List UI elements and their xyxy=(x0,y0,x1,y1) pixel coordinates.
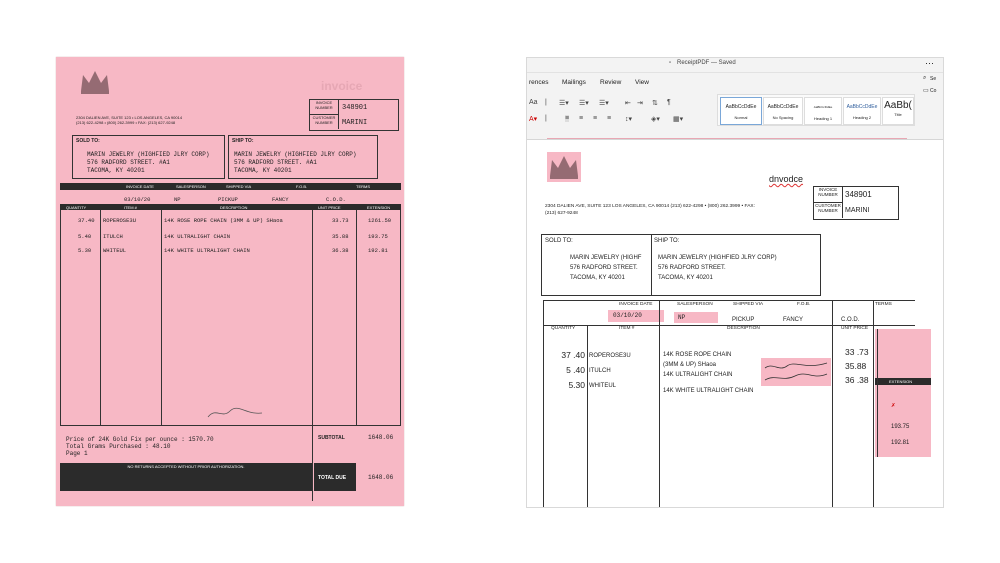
tab-mailings[interactable]: Mailings xyxy=(562,79,586,86)
doc-quantity-column: 37 .40 5 .40 5.30 xyxy=(561,350,585,390)
doc-address-line: 2304 DALIEN AVE, SUITE 123 LOS ANGELES, CA 90014 (213) 622-4298 • (800) 262.3999 • FAX: xyxy=(545,204,755,209)
total-due-value: 1648.06 xyxy=(368,474,394,481)
doc-unit-price-column: 33 .73 35.88 36 .38 xyxy=(845,347,869,385)
doc-item-column: ROPEROSE3U ITULCH WHITEUL xyxy=(589,353,631,389)
doc-sold-to-box: SOLD TO: MARIN JEWELRY (HIGHF 576 RADFORD STREET. TACOMA, KY 40201 xyxy=(541,234,652,296)
style-title[interactable]: AaBb( Title xyxy=(882,97,914,125)
document-title: ReceiptPDF — Saved xyxy=(677,60,736,66)
divider-icon: | xyxy=(545,99,547,106)
shading-icon[interactable]: ◈▾ xyxy=(651,116,660,123)
pasted-date-image: 03/10/20 xyxy=(608,310,664,322)
customer-number: MARINI xyxy=(342,119,368,127)
doc-phone-line: (213) 627-9248 xyxy=(545,211,578,216)
company-address: 2304 DALIEN AVE, SUITE 123 • LOS ANGELES, CA 90014 xyxy=(76,115,183,120)
ribbon: rences Mailings Review View ⌕ Se ▭ Co Aa | ☰▾ ☰▾ ☰▾ ⇤ ⇥ ⇅ ¶ A▾ | ≡ ≡ ≡ ≡ ↕▾ ◈▾ ▦▾ AaBbCcDdEe Normal AaBbCcDdEe No Spacing AaBbCcDdEe Heading 1 AaBbCcDdEe Heading 2 AaBb( Title xyxy=(527,73,943,140)
doc-extension-values: 193.75 192.81 xyxy=(891,424,910,446)
doc-invoice-number-box: INVOICE NUMBER 348901 CUSTOMER NUMBER MARINI xyxy=(813,186,899,220)
change-case-icon[interactable]: Aa xyxy=(529,99,538,106)
pasted-extension-image: EXTENSION ✗ 193.75 192.81 xyxy=(875,329,931,457)
pilcrow-icon[interactable]: ¶ xyxy=(667,99,671,106)
invoice-number-label: INVOICE NUMBER xyxy=(310,100,339,115)
increase-indent-icon[interactable]: ⇥ xyxy=(637,100,643,107)
tab-review[interactable]: Review xyxy=(600,79,622,86)
doc-description-column: 14K ROSE ROPE CHAIN (3MM & UP) SHaoa 14K ULTRALIGHT CHAIN 14K WHITE ULTRALIGHT CHAIN xyxy=(663,352,754,394)
table-row: 37.40 ROPEROSE3U 14K ROSE ROPE CHAIN (3MM & UP) SHaoa 33.73 1261.50 xyxy=(78,217,392,224)
item-header-bar: QUANTITY ITEM # DESCRIPTION UNIT PRICE EXTENSION xyxy=(60,204,401,210)
comments-icon[interactable]: ▭ xyxy=(923,88,929,94)
total-due-label-box: TOTAL DUE xyxy=(314,463,356,491)
crown-logo-icon xyxy=(78,67,112,95)
customer-number-label: CUSTOMER NUMBER xyxy=(310,115,339,129)
handwritten-signature-icon xyxy=(206,405,266,421)
borders-icon[interactable]: ▦▾ xyxy=(673,116,684,123)
sold-to-box xyxy=(72,135,225,179)
sold-to-label: SOLD TO: xyxy=(76,138,100,144)
document-heading: dnvodce xyxy=(769,174,804,184)
divider-icon: | xyxy=(545,115,547,122)
table-row: 5.30 WHITEUL 14K WHITE ULTRALIGHT CHAIN 36.38 192.81 xyxy=(78,247,388,254)
decrease-indent-icon[interactable]: ⇤ xyxy=(625,100,631,107)
align-right-icon[interactable]: ≡ xyxy=(593,115,598,122)
styles-gallery xyxy=(717,94,915,126)
doc-customer-number: MARINI xyxy=(845,207,870,214)
style-normal[interactable]: AaBbCcDdEe Normal xyxy=(720,97,762,125)
crown-logo-icon xyxy=(547,152,581,182)
terms-notice: NO RETURNS ACCEPTED WITHOUT PRIOR AUTHORIZATION. xyxy=(60,463,312,491)
ship-to-box xyxy=(228,135,378,179)
numbering-icon[interactable]: ☰▾ xyxy=(579,100,589,107)
pasted-logo-image xyxy=(547,152,581,182)
align-left-icon[interactable]: ≡ xyxy=(565,115,570,122)
justify-icon[interactable]: ≡ xyxy=(607,115,612,122)
line-spacing-icon[interactable]: ↕▾ xyxy=(625,116,633,123)
table-row: 5.40 ITULCH 14K ULTRALIGHT CHAIN 35.88 193.75 xyxy=(78,233,388,240)
doc-ship-to-box: SHIP TO: MARIN JEWELRY (HIGHFIED JLRY CORP) 576 RADFORD STREET. TACOMA, KY 40201 xyxy=(651,234,821,296)
gold-fix-notes: Price of 24K Gold Fix per ounce : 1570.70 Total Grams Purchased : 48.10 Page 1 xyxy=(66,436,214,457)
align-center-icon[interactable]: ≡ xyxy=(579,115,584,122)
tab-references[interactable]: rences xyxy=(529,79,549,86)
ship-to-label: SHIP TO: xyxy=(232,138,254,144)
title-bar xyxy=(527,58,943,73)
bullets-icon[interactable]: ☰▾ xyxy=(559,100,569,107)
pasted-handwriting-image xyxy=(761,358,831,386)
tab-view[interactable]: View xyxy=(635,79,649,86)
invoice-header-word: invoice xyxy=(321,79,363,93)
multilevel-icon[interactable]: ☰▾ xyxy=(599,100,609,107)
company-phone: (213) 622-4298 • (800) 262-3999 • FAX: (213) 627-9248 xyxy=(76,120,176,125)
document-icon: ▫ xyxy=(669,60,672,66)
font-color-icon[interactable]: A▾ xyxy=(529,116,538,123)
style-no-spacing[interactable]: AaBbCcDdEe No Spacing xyxy=(763,97,803,125)
handwritten-note-icon xyxy=(761,358,831,386)
word-window xyxy=(526,57,944,508)
sort-icon[interactable]: ⇅ xyxy=(652,100,658,107)
invoice-number: 348901 xyxy=(342,104,368,112)
style-heading-2[interactable]: AaBbCcDdEe Heading 2 xyxy=(843,97,881,125)
sold-to-address: MARIN JEWELRY (HIGHFIED JLRY CORP) 576 RADFORD STREET. #A1 TACOMA, KY 40201 xyxy=(87,151,210,174)
search-icon[interactable]: ⌕ xyxy=(923,75,927,81)
subtotal-label: SUBTOTAL xyxy=(318,435,345,441)
pasted-salesperson-image: NP xyxy=(674,312,718,323)
doc-invoice-number: 348901 xyxy=(845,190,872,199)
scanned-invoice: invoice 2304 DALIEN AVE, SUITE 123 • LOS ANGELES, CA 90014 (213) 622-4298 • (800) 262-3999 • FAX: (213) 627-9248 INVOICE NUMBER 348901 CUSTOMER NUMBER MARINI SOLD TO: MARIN JEWELRY (HIGHFIED JLRY CORP) 576 RADFORD STREET. #A1 TACOMA, KY 40201 SHIP TO: MARIN JEWELRY (HIGHFIED JLRY CORP) 576 RADFORD STREET. #A1 TACOMA, KY 40201 INVOICE DATE SALESPERSON SHIPPED VIA F.O.B. TERMS 03/10/20 NP PICKUP FANCY C.O.D. QUANTITY ITEM # DESCRIPTION UNIT PRICE EXTENSION 37.40 ROPEROSE3U 14K ROSE ROPE CHAIN (3MM & UP) SHaoa 33.73 1261.50 5.40 ITULCH 14K ULTRALIGHT CHAIN 35.88 193.75 5.30 WHITEUL 14K WHITE ULTRALIGHT CHAIN 36.38 192.81 Price of 24K Gold Fix per ounce : 1570.70 Total Grams Purchased : 48.10 Page 1 SUBTOTAL 1648.06 NO RETURNS ACCEPTED WITHOUT PRIOR AUTHORIZATION. TOTAL DUE 1648.06 xyxy=(56,57,404,506)
ship-to-address: MARIN JEWELRY (HIGHFIED JLRY CORP) 576 RADFORD STREET. #A1 TACOMA, KY 40201 xyxy=(234,151,357,174)
style-heading-1[interactable]: AaBbCcDdEe Heading 1 xyxy=(804,97,842,125)
more-icon[interactable]: ⋯ xyxy=(925,58,934,68)
invoice-number-box xyxy=(309,99,399,131)
document-page[interactable]: dnvodce INVOICE NUMBER 348901 CUSTOMER NUMBER MARINI 2304 DALIEN AVE, SUITE 123 LOS ANGELES, CA 90014 (213) 622-4298 • (800) 262.3999 • FAX: (213) 627-9248 SOLD TO: MARIN JEWELRY (HIGHF 576 RADFORD STREET. TACOMA, KY 40201 SHIP TO: MARIN JEWELRY (HIGHFIED JLRY CORP) 576 RADFORD STREET. TACOMA, KY 40201 INVOICE DATE SALESPERSON SHIPPED VIA F.O.B. TERMS 03/10/20 NP PICKUP FANCY C.O.D. QUANTITY ITEM # DESCRIPTION UNIT PRICE 37 .40 5 .40 5.30 ROPEROSE3U ITULCH WHITEUL 14K ROSE ROPE CHAIN (3MM & UP) SHaoa 14K ULTRALIGHT CHAIN 14K WHITE ULTRALIGHT CHAIN 33 .73 35.88 36 .38 EXTENSION ✗ 193.75 192.81 xyxy=(527,140,943,507)
order-header-bar: INVOICE DATE SALESPERSON SHIPPED VIA F.O.B. TERMS xyxy=(60,183,401,190)
subtotal-value: 1648.06 xyxy=(368,434,394,441)
